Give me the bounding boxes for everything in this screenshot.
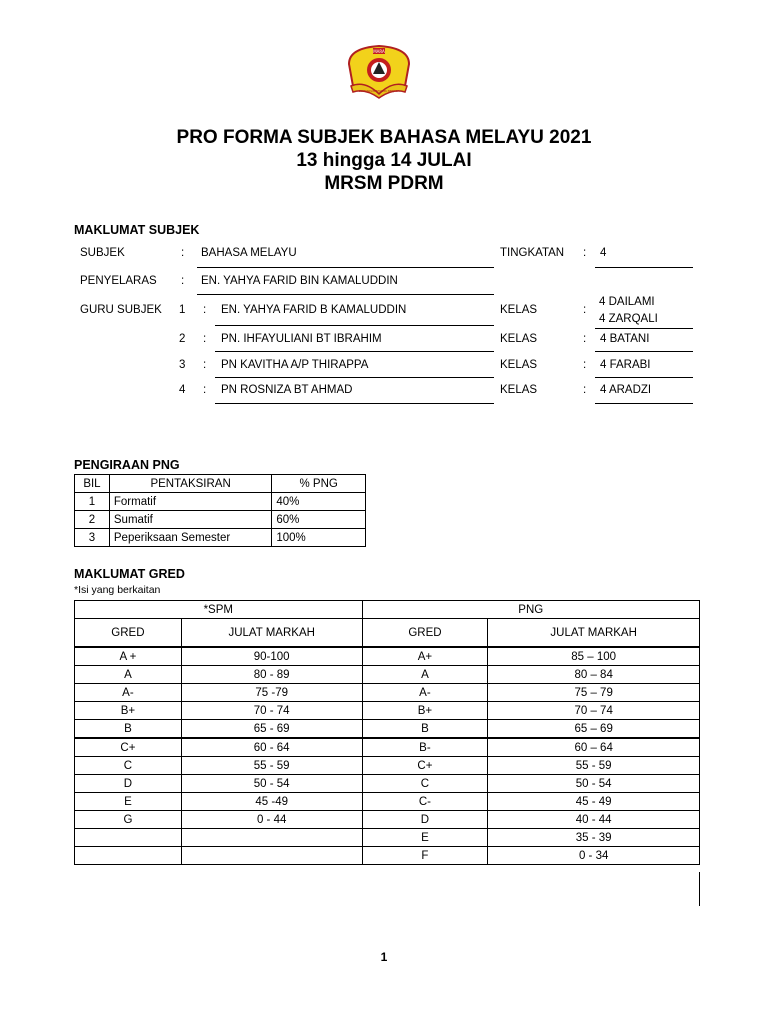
cell: 65 – 69 <box>488 720 700 739</box>
cell: B+ <box>362 702 488 720</box>
guru-4-num: 4 <box>179 384 186 396</box>
guru-1-num: 1 <box>179 304 186 316</box>
guru-2-underline <box>215 351 494 352</box>
colon: : <box>181 247 185 259</box>
title-line-2: 13 hingga 14 JULAI <box>296 150 472 171</box>
cell: C- <box>362 793 488 811</box>
cell: A <box>362 666 488 684</box>
cell: 45 - 49 <box>488 793 700 811</box>
cell: C <box>362 775 488 793</box>
cell: C+ <box>75 738 182 757</box>
table-row <box>75 757 700 775</box>
cell: Peperiksaan Semester <box>109 529 271 547</box>
guru-1-name: EN. YAHYA FARID B KAMALUDDIN <box>221 304 407 316</box>
cell: 50 - 54 <box>488 775 700 793</box>
cell: 85 – 100 <box>488 647 700 666</box>
gred-note: *Isi yang berkaitan <box>74 584 161 596</box>
cell: 3 <box>75 529 110 547</box>
guru-2-name: PN. IHFAYULIANI BT IBRAHIM <box>221 333 382 345</box>
table-row <box>75 738 700 757</box>
penyelaras-underline <box>197 294 494 295</box>
guru-1-underline <box>215 325 494 326</box>
cell: 70 – 74 <box>488 702 700 720</box>
cell: 35 - 39 <box>488 829 700 847</box>
cell: C+ <box>362 757 488 775</box>
table-row <box>75 702 700 720</box>
cell <box>181 847 362 865</box>
header-bil: BIL <box>75 475 110 493</box>
cell: B <box>362 720 488 739</box>
cell <box>181 829 362 847</box>
kelas-label: KELAS <box>500 304 538 316</box>
guru-2-kelas-underline <box>595 351 693 352</box>
guru-4-kelas-underline <box>595 403 693 404</box>
cell: 60 - 64 <box>181 738 362 757</box>
colon: : <box>583 359 587 371</box>
logo-motto: BERDISIPLIN BERILMU BERJASA <box>358 90 400 93</box>
cell: D <box>75 775 182 793</box>
cell: 0 - 34 <box>488 847 700 865</box>
school-crest-icon <box>345 42 413 100</box>
table-row <box>75 811 700 829</box>
cell: 60% <box>272 511 366 529</box>
cell: D <box>362 811 488 829</box>
table-row <box>75 720 700 739</box>
tingkatan-underline <box>595 267 693 268</box>
table-row <box>75 511 366 529</box>
guru-3-kelas: 4 FARABI <box>600 359 651 371</box>
table-row <box>75 684 700 702</box>
header-julat-markah: JULAT MARKAH <box>181 619 362 648</box>
cell: B- <box>362 738 488 757</box>
title-line-3: MRSM PDRM <box>324 173 444 194</box>
guru-4-underline <box>215 403 494 404</box>
colon: : <box>203 384 207 396</box>
table-row <box>75 493 366 511</box>
cell: 65 - 69 <box>181 720 362 739</box>
header-png: % PNG <box>272 475 366 493</box>
cell: B <box>75 720 182 739</box>
cell: A+ <box>362 647 488 666</box>
subjek-label: SUBJEK <box>80 247 125 259</box>
cell: 60 – 64 <box>488 738 700 757</box>
guru-1-kelas-underline <box>595 328 693 329</box>
cell: E <box>362 829 488 847</box>
table-row <box>75 666 700 684</box>
cell: B+ <box>75 702 182 720</box>
cell <box>75 847 182 865</box>
maklumat-gred-heading: MAKLUMAT GRED <box>74 567 185 581</box>
table-header-row <box>75 619 700 648</box>
cell: 45 -49 <box>181 793 362 811</box>
cell: 70 - 74 <box>181 702 362 720</box>
table-edge-line <box>699 872 700 906</box>
guru-4-kelas: 4 ARADZI <box>600 384 652 396</box>
colon: : <box>203 359 207 371</box>
png-header: PNG <box>362 601 699 619</box>
pengiraan-png-heading: PENGIRAAN PNG <box>74 458 180 472</box>
guru-1-kelas-1: 4 DAILAMI <box>599 296 655 308</box>
guru-2-kelas: 4 BATANI <box>600 333 650 345</box>
header-julat-markah: JULAT MARKAH <box>488 619 700 648</box>
cell: 75 – 79 <box>488 684 700 702</box>
cell: F <box>362 847 488 865</box>
table-header-row <box>75 475 366 493</box>
guru-3-num: 3 <box>179 359 186 371</box>
cell: 75 -79 <box>181 684 362 702</box>
cell: C <box>75 757 182 775</box>
guru-3-kelas-underline <box>595 377 693 378</box>
page-number: 1 <box>380 950 388 964</box>
guru-3-name: PN KAVITHA A/P THIRAPPA <box>221 359 369 371</box>
cell: G <box>75 811 182 829</box>
cell: 0 - 44 <box>181 811 362 829</box>
colon: : <box>583 333 587 345</box>
cell: 100% <box>272 529 366 547</box>
cell: Sumatif <box>109 511 271 529</box>
colon: : <box>181 275 185 287</box>
title-line-1: PRO FORMA SUBJEK BAHASA MELAYU 2021 <box>176 127 592 148</box>
subjek-underline <box>197 267 494 268</box>
table-row <box>75 793 700 811</box>
maklumat-subjek-heading: MAKLUMAT SUBJEK <box>74 223 200 237</box>
cell: 1 <box>75 493 110 511</box>
guru-4-name: PN ROSNIZA BT AHMAD <box>221 384 353 396</box>
cell: 55 - 59 <box>488 757 700 775</box>
tingkatan-label: TINGKATAN <box>500 247 565 259</box>
guru-2-num: 2 <box>179 333 186 345</box>
kelas-label: KELAS <box>500 333 538 345</box>
penyelaras-label: PENYELARAS <box>80 275 157 287</box>
cell: 55 - 59 <box>181 757 362 775</box>
colon: : <box>203 304 207 316</box>
table-row <box>75 847 700 865</box>
colon: : <box>203 333 207 345</box>
guru-3-underline <box>215 377 494 378</box>
header-gred: GRED <box>75 619 182 648</box>
header-pentaksiran: PENTAKSIRAN <box>109 475 271 493</box>
cell: A <box>75 666 182 684</box>
cell: E <box>75 793 182 811</box>
cell: 80 – 84 <box>488 666 700 684</box>
gred-table <box>74 600 700 865</box>
table-row <box>75 775 700 793</box>
kelas-label: KELAS <box>500 359 538 371</box>
colon: : <box>583 304 587 316</box>
png-table <box>74 474 366 547</box>
colon: : <box>583 384 587 396</box>
cell <box>75 829 182 847</box>
school-crest-logo <box>345 42 413 100</box>
colon: : <box>583 247 587 259</box>
cell: A + <box>75 647 182 666</box>
table-row <box>75 829 700 847</box>
subjek-value: BAHASA MELAYU <box>201 247 297 259</box>
table-row <box>75 647 700 666</box>
guru-1-kelas-2: 4 ZARQALI <box>599 313 658 325</box>
table-row <box>75 529 366 547</box>
tingkatan-value: 4 <box>600 247 607 259</box>
cell: 2 <box>75 511 110 529</box>
cell: Formatif <box>109 493 271 511</box>
cell: 80 - 89 <box>181 666 362 684</box>
header-gred: GRED <box>362 619 488 648</box>
spm-header: *SPM <box>75 601 363 619</box>
cell: 90-100 <box>181 647 362 666</box>
logo-top-text: MARA <box>373 49 385 54</box>
cell: A- <box>75 684 182 702</box>
table-group-header-row <box>75 601 700 619</box>
cell: 50 - 54 <box>181 775 362 793</box>
cell: 40% <box>272 493 366 511</box>
guru-subjek-label: GURU SUBJEK <box>80 304 162 316</box>
cell: 40 - 44 <box>488 811 700 829</box>
kelas-label: KELAS <box>500 384 538 396</box>
penyelaras-value: EN. YAHYA FARID BIN KAMALUDDIN <box>201 275 398 287</box>
cell: A- <box>362 684 488 702</box>
